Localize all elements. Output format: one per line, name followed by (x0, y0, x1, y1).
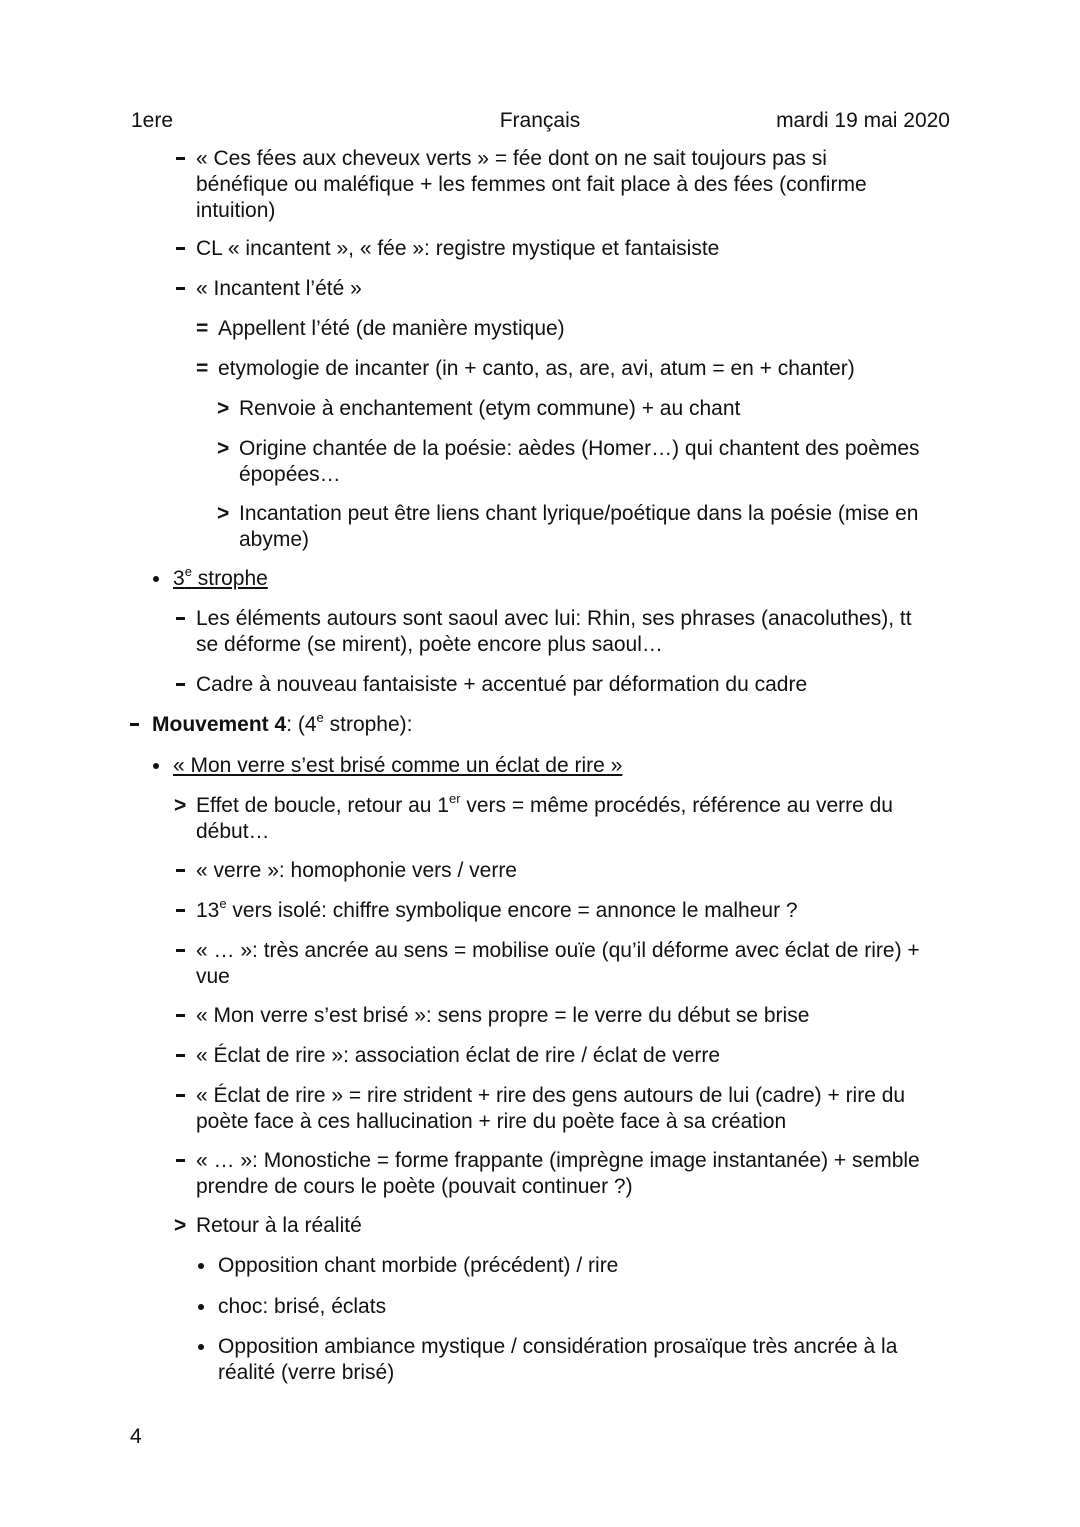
section-heading: 3e strophe (173, 564, 268, 590)
dash-bullet-icon (176, 287, 185, 290)
arrow-marker-icon: > (174, 794, 187, 817)
note-text: « Éclat de rire » = rire strident + rire des gens autours de lui (cadre) + rire du (196, 1084, 906, 1107)
note-text: début… (196, 820, 270, 843)
dash-bullet-icon (176, 683, 185, 686)
note-text: se déforme (se mirent), poète encore plus saoul… (196, 633, 663, 656)
note-text: vue (196, 965, 230, 988)
round-bullet-icon (198, 1344, 204, 1350)
note-text: 13e vers isolé: chiffre symbolique encore = annonce le malheur ? (196, 896, 798, 922)
note-text: Incantation peut être liens chant lyrique/poétique dans la poésie (mise en (239, 502, 919, 525)
note-text: Opposition chant morbide (précédent) / rire (218, 1254, 619, 1277)
equals-marker: = (196, 317, 209, 340)
dash-bullet-icon (176, 869, 185, 872)
arrow-marker-icon: > (217, 437, 230, 460)
dash-bullet-icon (130, 723, 139, 726)
round-bullet-icon (153, 576, 159, 582)
arrow-marker-icon: > (217, 397, 230, 420)
note-text: abyme) (239, 528, 310, 551)
note-text: CL « incantent », « fée »: registre mystique et fantaisiste (196, 237, 720, 260)
note-text: intuition) (196, 199, 276, 222)
arrow-marker-icon: > (217, 502, 230, 525)
note-text: Appellent l’été (de manière mystique) (218, 317, 565, 340)
note-text: poète face à ces hallucination + rire du poète face à sa création (196, 1110, 787, 1133)
quote-heading: « Mon verre s’est brisé comme un éclat de rire » (173, 754, 623, 777)
round-bullet-icon (153, 763, 159, 769)
dash-bullet-icon (176, 1159, 185, 1162)
note-text: Opposition ambiance mystique / considération prosaïque très ancrée à la (218, 1335, 898, 1358)
page-number: 4 (130, 1425, 142, 1448)
dash-bullet-icon (176, 949, 185, 952)
note-text: prendre de cours le poète (pouvait continuer ?) (196, 1175, 633, 1198)
dash-bullet-icon (176, 157, 185, 160)
note-text: Cadre à nouveau fantaisiste + accentué par déformation du cadre (196, 673, 808, 696)
header-date: mardi 19 mai 2020 (776, 109, 950, 132)
note-text: « Mon verre s’est brisé »: sens propre = le verre du début se brise (196, 1004, 810, 1027)
arrow-marker-icon: > (174, 1214, 187, 1237)
movement-heading: Mouvement 4: (4e strophe): (152, 710, 413, 736)
note-text: « … »: Monostiche = forme frappante (imprègne image instantanée) + semble (196, 1149, 920, 1172)
note-text: etymologie de incanter (in + canto, as, are, avi, atum = en + chanter) (218, 357, 855, 380)
dash-bullet-icon (176, 1094, 185, 1097)
note-text: « … »: très ancrée au sens = mobilise ouïe (qu’il déforme avec éclat de rire) + (196, 939, 920, 962)
note-text: bénéfique ou maléfique + les femmes ont fait place à des fées (confirme (196, 173, 867, 196)
dash-bullet-icon (176, 1054, 185, 1057)
round-bullet-icon (198, 1263, 204, 1269)
equals-marker: = (196, 357, 209, 380)
dash-bullet-icon (176, 247, 185, 250)
note-text: « Incantent l’été » (196, 277, 362, 300)
header-subject: Français (499, 109, 581, 132)
round-bullet-icon (198, 1304, 204, 1310)
page-header (0, 108, 1080, 136)
note-text: « Ces fées aux cheveux verts » = fée dont on ne sait toujours pas si (196, 147, 827, 170)
note-text: épopées… (239, 463, 341, 486)
note-text: choc: brisé, éclats (218, 1295, 387, 1318)
note-text: réalité (verre brisé) (218, 1361, 395, 1384)
header-class: 1ere (131, 109, 174, 132)
note-text: Renvoie à enchantement (etym commune) + au chant (239, 397, 741, 420)
note-text: Les éléments autours sont saoul avec lui: Rhin, ses phrases (anacoluthes), tt (196, 607, 912, 630)
dash-bullet-icon (176, 909, 185, 912)
note-text: Origine chantée de la poésie: aèdes (Homer…) qui chantent des poèmes (239, 437, 920, 460)
note-text: Retour à la réalité (196, 1214, 362, 1237)
note-text: « verre »: homophonie vers / verre (196, 859, 517, 882)
note-text: « Éclat de rire »: association éclat de rire / éclat de verre (196, 1044, 721, 1067)
note-text: Effet de boucle, retour au 1er vers = même procédés, référence au verre du (196, 791, 893, 817)
dash-bullet-icon (176, 1014, 185, 1017)
dash-bullet-icon (176, 617, 185, 620)
